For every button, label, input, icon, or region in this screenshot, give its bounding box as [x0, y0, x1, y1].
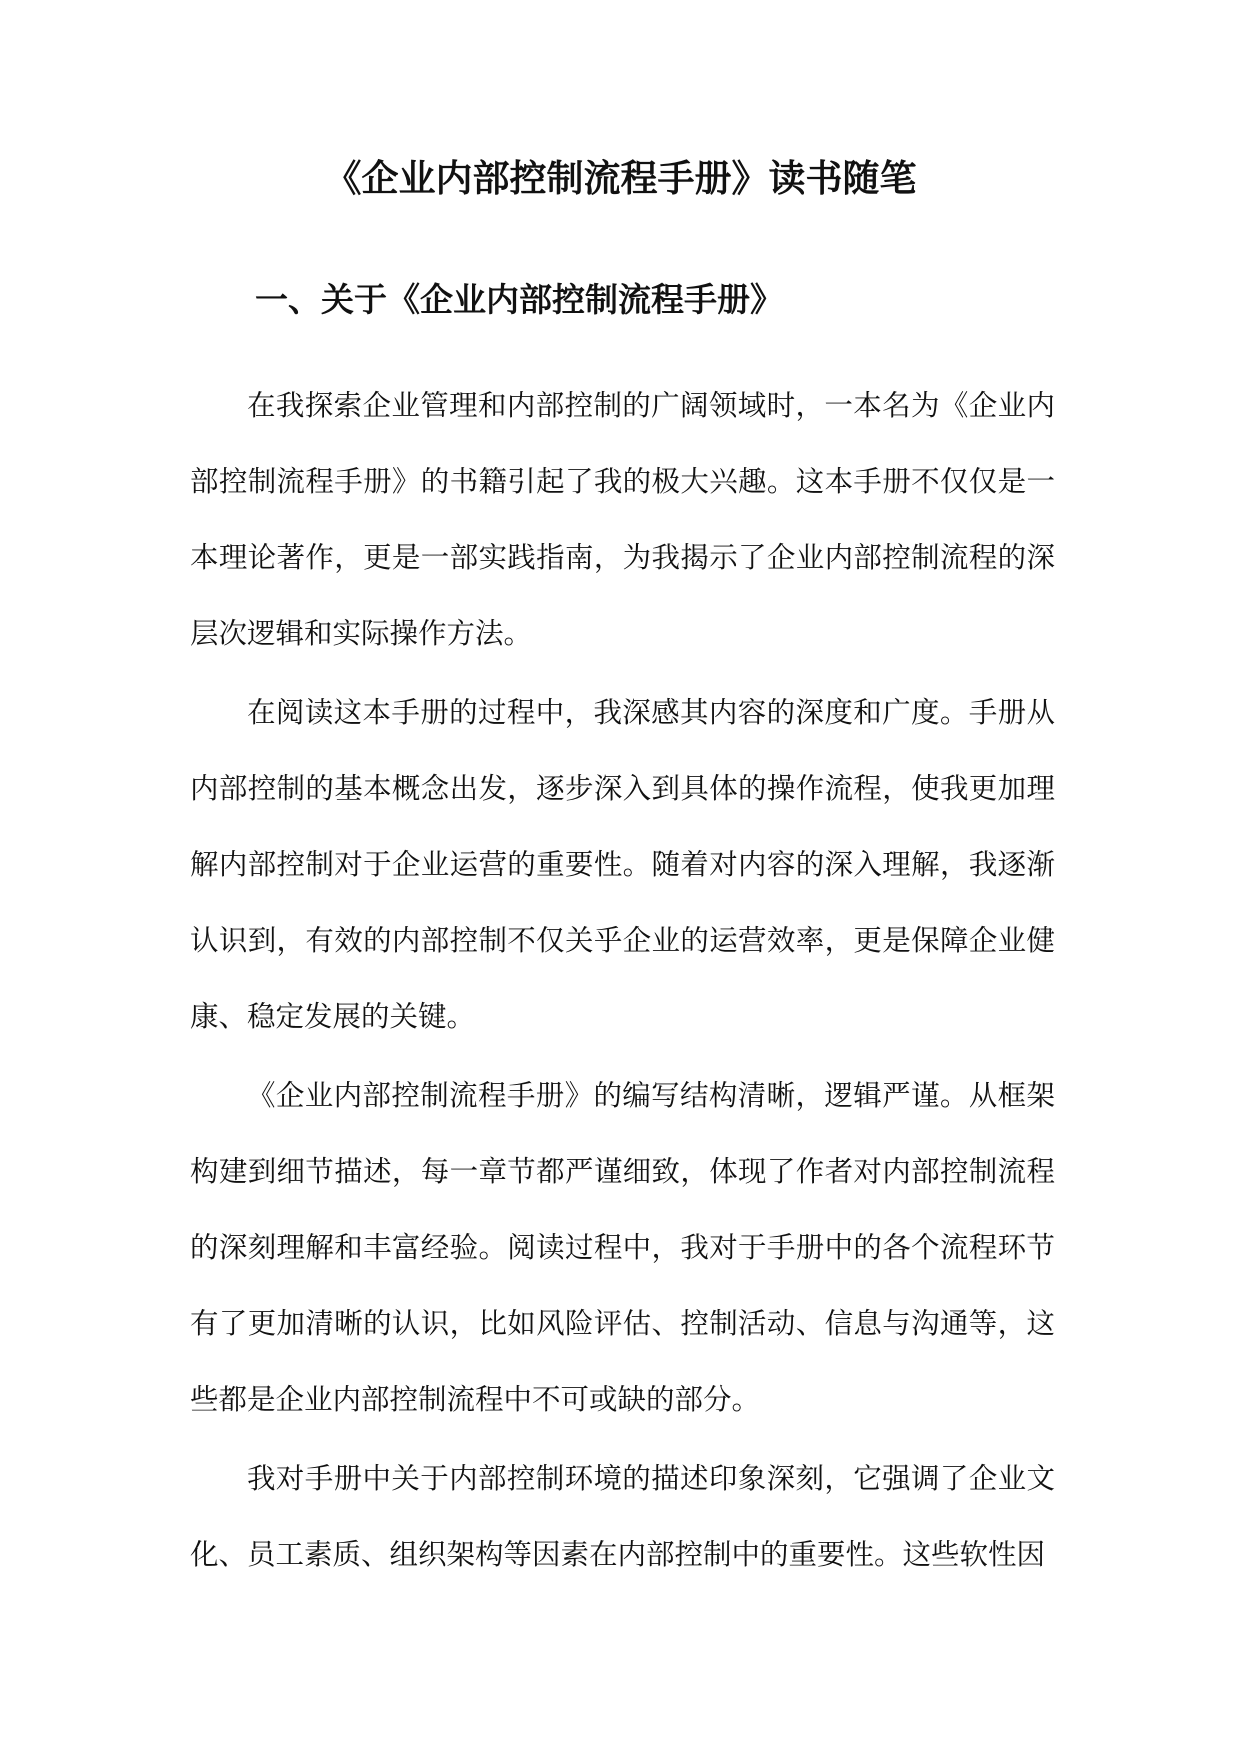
- paragraph: 在阅读这本手册的过程中，我深感其内容的深度和广度。手册从内部控制的基本概念出发，逐步深入到具体的操作流程，使我更加理解内部控制对于企业运营的重要性。随着对内容的深入理解，我逐渐认识到，有效的内部控制不仅关乎企业的运营效率，更是保障企业健康、稳定发展的关键。: [190, 696, 1055, 1033]
- section-heading: 一、关于《企业内部控制流程手册》: [255, 280, 783, 319]
- paragraph: 《企业内部控制流程手册》的编写结构清晰，逻辑严谨。从框架构建到细节描述，每一章节都严谨细致，体现了作者对内部控制流程的深刻理解和丰富经验。阅读过程中，我对于手册中的各个流程环节有了更加清晰的认识，比如风险评估、控制活动、信息与沟通等，这些都是企业内部控制流程中不可或缺的部分。: [190, 1079, 1055, 1416]
- paragraph: 在我探索企业管理和内部控制的广阔领域时，一本名为《企业内部控制流程手册》的书籍引起了我的极大兴趣。这本手册不仅仅是一本理论著作，更是一部实践指南，为我揭示了企业内部控制流程的深层次逻辑和实际操作方法。: [190, 389, 1055, 650]
- document-body: [190, 368, 1055, 1596]
- paragraph: 我对手册中关于内部控制环境的描述印象深刻，它强调了企业文化、员工素质、组织架构等因素在内部控制中的重要性。这些软性因: [190, 1462, 1055, 1571]
- document-title: 《企业内部控制流程手册》读书随笔: [324, 156, 917, 200]
